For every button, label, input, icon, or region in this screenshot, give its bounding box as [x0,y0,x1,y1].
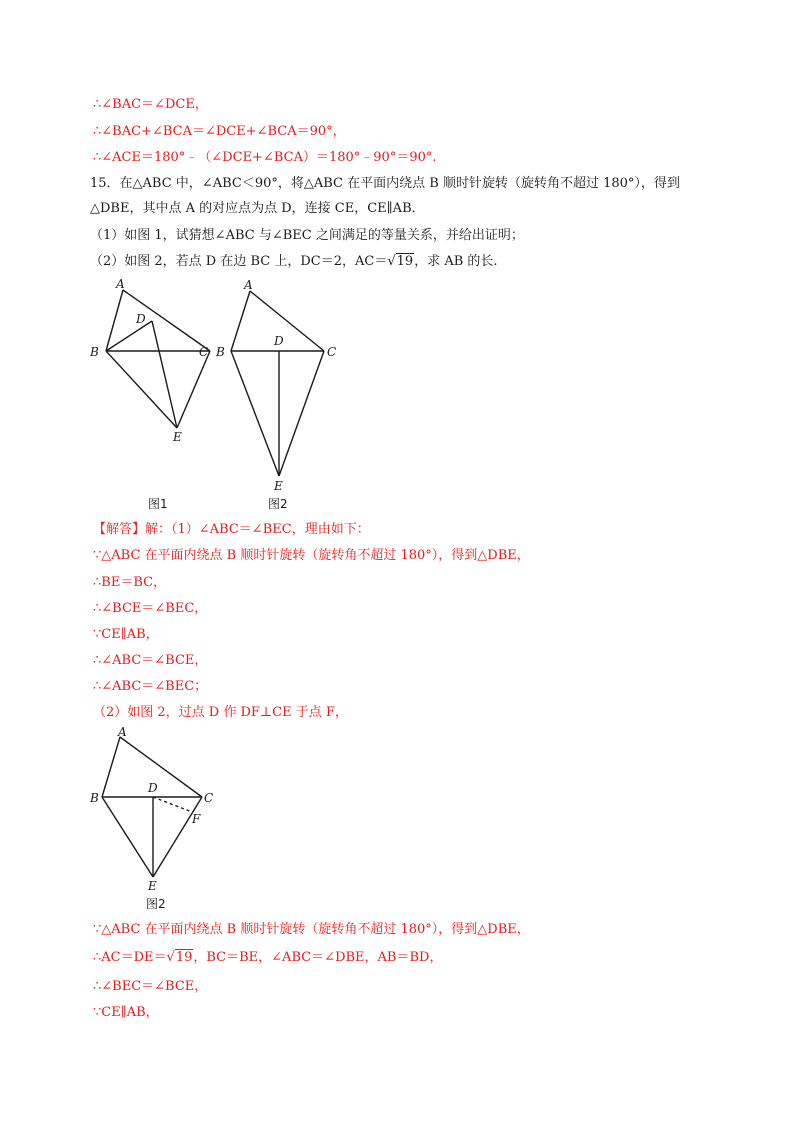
fig2-label-a: A [244,278,253,292]
problem-text-1: 在△ABC 中，∠ABC＜90°，将△ABC 在平面内绕点 B 顺时针旋转（旋转角不超过 180°），得到 [119,176,680,191]
fig1-label-d: D [136,312,146,326]
step9-radicand: 19 [175,950,193,965]
fig3-label-d: D [148,781,158,795]
fig1-caption: 图1 [148,497,168,511]
answer-step-9 [93,949,442,967]
step9-post: ，BC＝BE，∠ABC＝∠DBE，AB＝BD， [193,950,443,965]
prev-solution-line-2: ∴∠BAC+∠BCA＝∠DCE+∠BCA＝90°， [93,124,346,139]
fig2-caption: 图2 [268,497,288,511]
fig1-label-e: E [173,430,182,444]
part2-text-pre: （2）如图 2，若点 D 在边 BC 上，DC＝2，AC＝ [90,254,388,269]
fig1-label-c: C [199,345,209,359]
sqrt-radicand: 19 [396,254,414,269]
problem-line-1 [90,175,680,193]
fig2-label-d: D [274,334,284,348]
answer-step-11: ∵CE∥AB， [93,1005,159,1020]
answer-step-4: ∵CE∥AB， [93,627,159,642]
answer-head-rest: 解：（1）∠ABC＝∠BEC，理由如下： [145,522,370,537]
answer-step-8: ∵△ABC 在平面内绕点 B 顺时针旋转（旋转角不超过 180°），得到△DBE， [93,922,530,937]
answer-step-2: ∴BE＝BC， [93,575,167,590]
fig2-label-c: C [327,345,337,359]
problem-part-2 [90,253,498,271]
problem-part-1: （1）如图 1，试猜想∠ABC 与∠BEC 之间满足的等量关系，并给出证明； [90,228,524,243]
answer-header [93,521,370,539]
fig2-label-e: E [274,479,283,493]
part2-text-post: ，求 AB 的长. [414,254,498,269]
fig3-label-c: C [204,791,214,805]
answer-step-7: （2）如图 2，过点 D 作 DF⊥CE 于点 F， [93,705,348,720]
fig3-label-e: E [148,879,157,893]
problem-number: 15． [90,176,120,191]
fig3-label-a: A [118,725,127,739]
fig3-label-b: B [90,791,99,805]
sqrt-expression: √19 [387,254,414,269]
prev-solution-line-1: ∴∠BAC＝∠DCE， [93,97,208,112]
fig2-label-b: B [216,345,225,359]
answer-step-5: ∴∠ABC＝∠BCE， [93,653,208,668]
answer-step-6: ∴∠ABC＝∠BEC； [93,679,208,694]
figure-solution [80,722,240,922]
prev-solution-line-3: ∴∠ACE＝180°﹣（∠DCE+∠BCA）＝180°﹣90°＝90°. [93,150,437,165]
answer-step-1: ∵△ABC 在平面内绕点 B 顺时针旋转（旋转角不超过 180°），得到△DBE， [93,548,530,563]
answer-step-3: ∴∠BCE＝∠BEC， [93,601,208,616]
figure-2 [210,276,360,516]
fig1-label-b: B [90,345,99,359]
answer-tag: 【解答】 [93,522,146,537]
answer-step-10: ∴∠BEC＝∠BCE， [93,979,208,994]
fig3-label-f: F [192,812,201,826]
problem-line-2: △DBE，其中点 A 的对应点为点 D，连接 CE，CE∥AB． [90,201,425,216]
fig1-label-a: A [116,277,125,291]
step9-sqrt: √19 [166,950,193,965]
fig3-caption: 图2 [146,897,166,911]
step9-pre: ∴AC＝DE＝ [93,950,167,965]
